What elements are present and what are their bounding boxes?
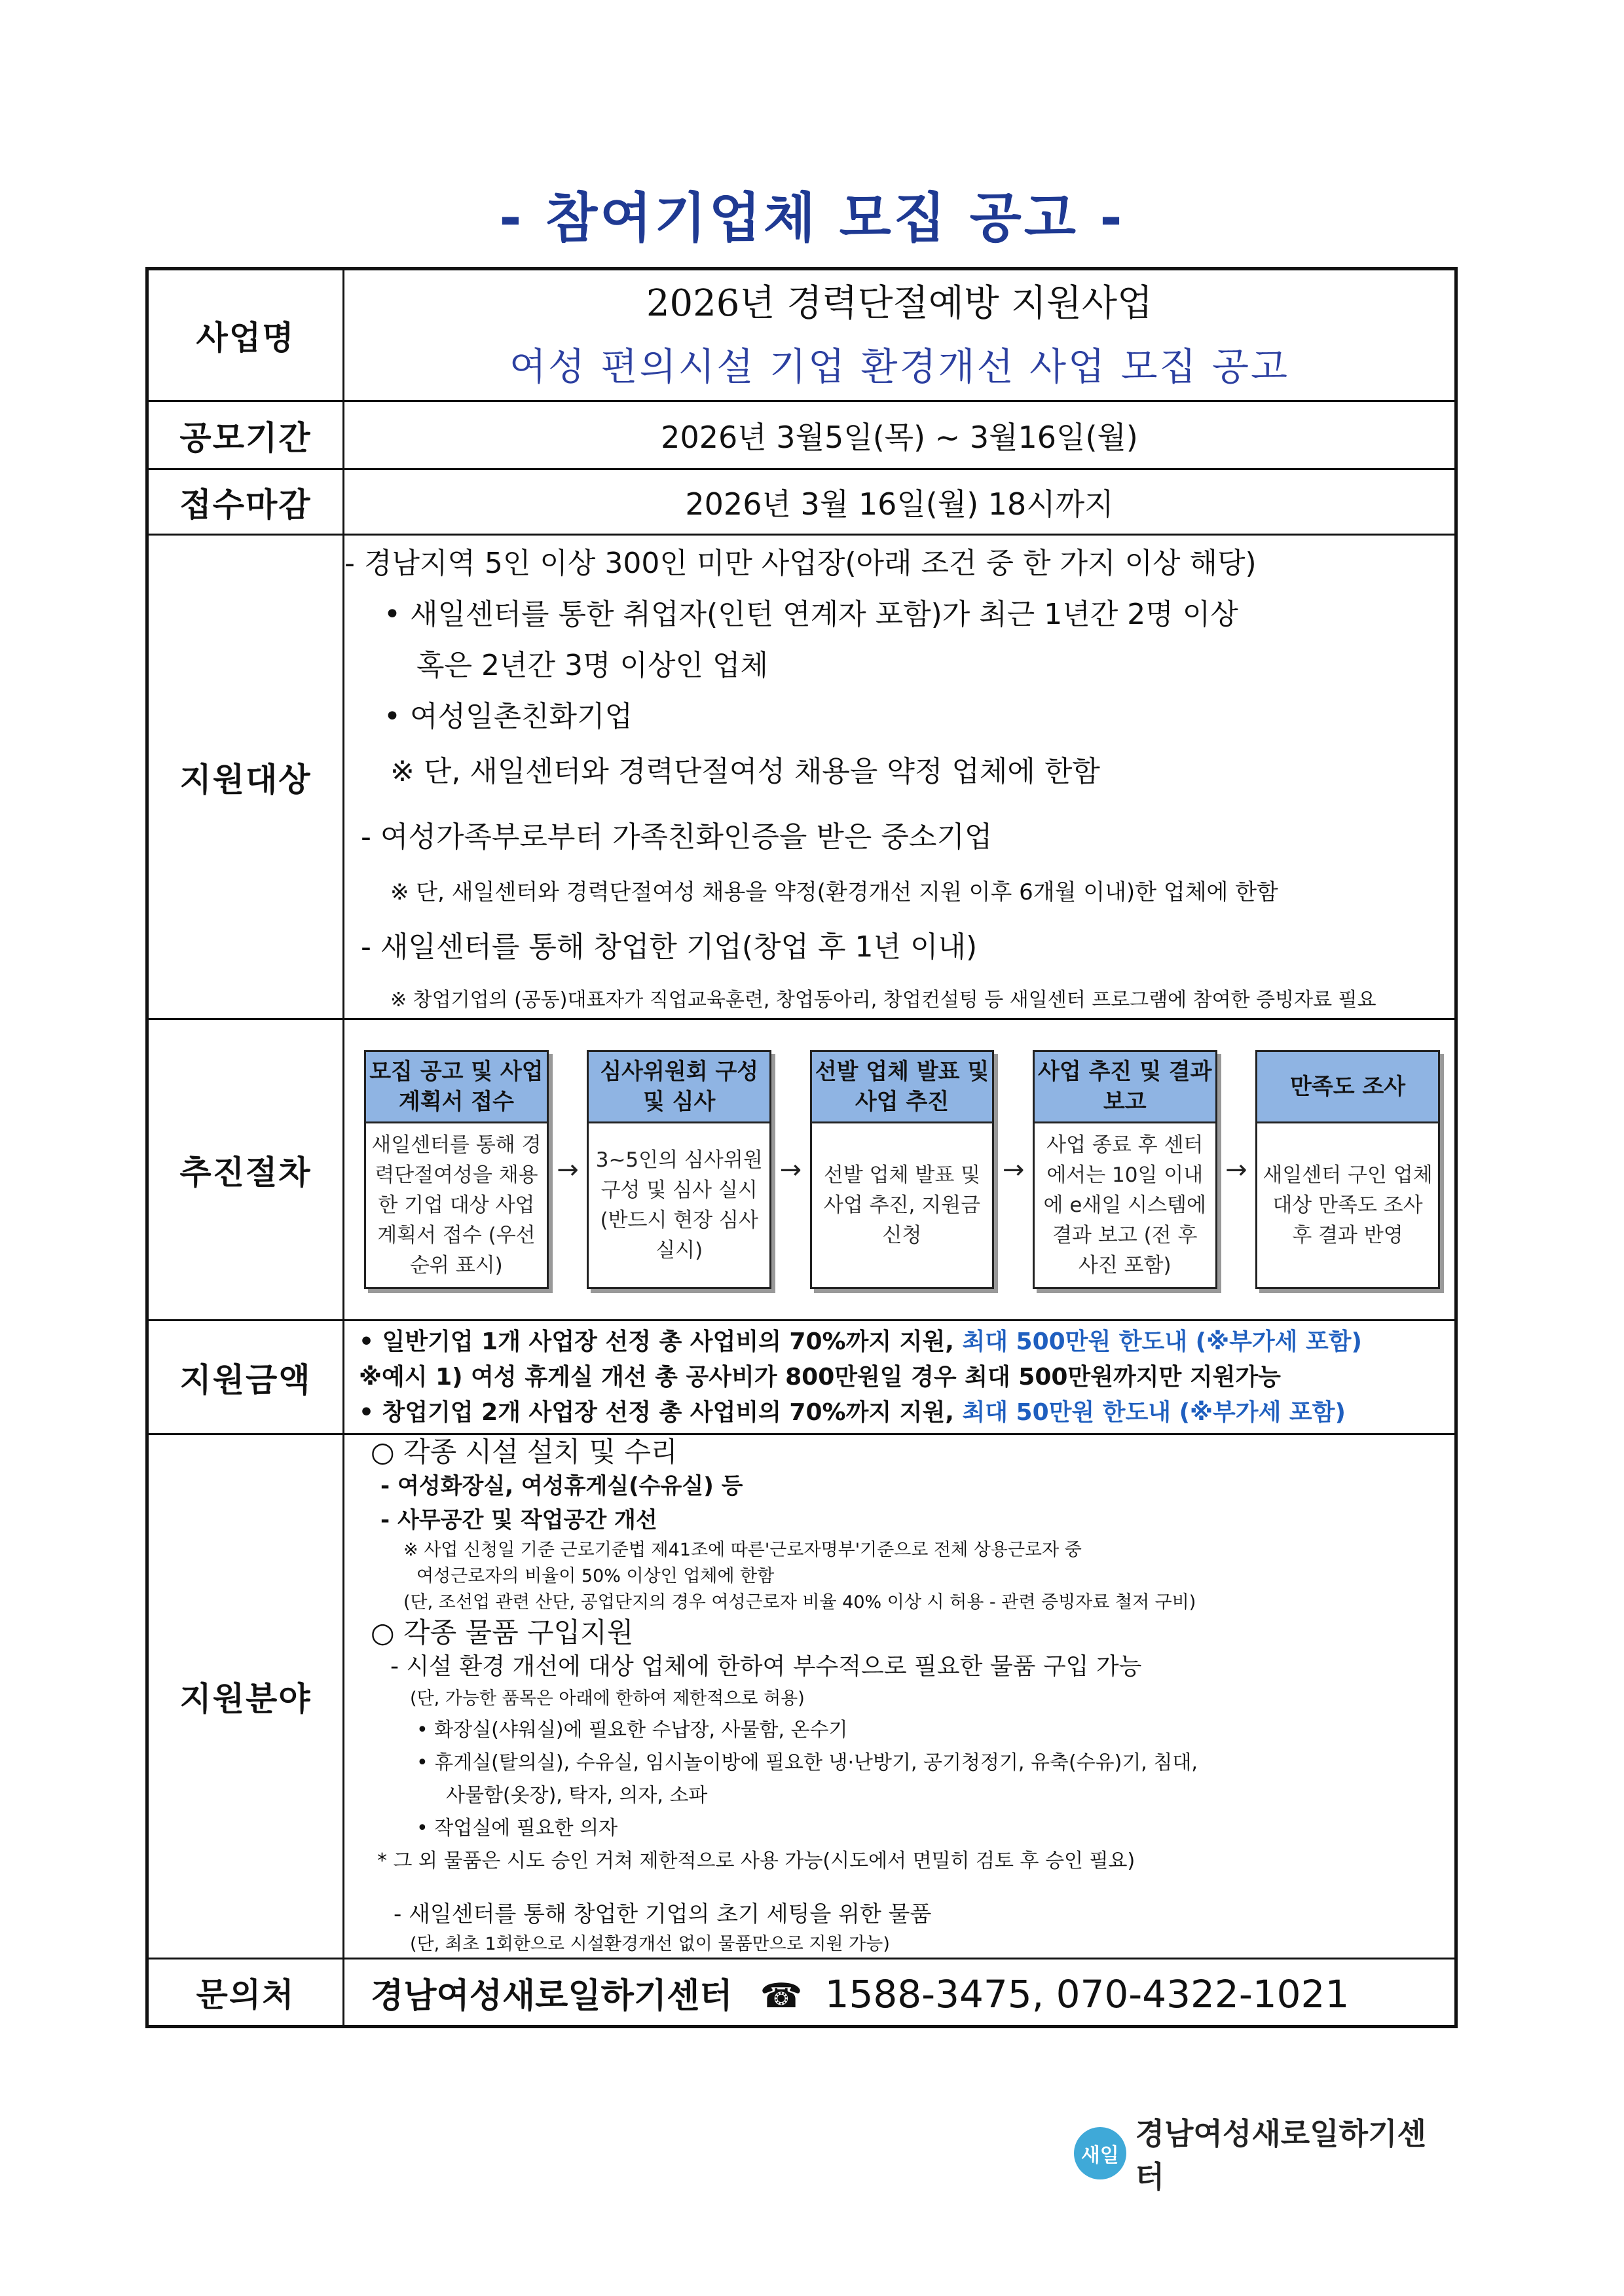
label-field: 지원분야 xyxy=(147,1434,344,1959)
arrow-right-icon: → xyxy=(1002,1154,1025,1185)
process-step xyxy=(1255,1050,1440,1289)
label-contact: 문의처 xyxy=(147,1959,344,2027)
step-title: 모집 공고 및 사업계획서 접수 xyxy=(366,1052,547,1123)
target-line: ※ 단, 새일센터와 경력단절여성 채용을 약정(환경개선 지원 이후 6개월 이내)한 업체에 한함 xyxy=(390,879,1278,905)
process-step xyxy=(364,1050,549,1289)
field-content xyxy=(344,1434,1456,1959)
row-amount xyxy=(147,1321,1456,1434)
step-description: 새일센터 구인 업체 대상 만족도 조사 후 결과 반영 xyxy=(1263,1163,1433,1247)
amount-general-text: • 일반기업 1개 사업장 선정 총 사업비의 70%까지 지원, xyxy=(359,1328,963,1355)
target-line: - 여성가족부로부터 가족친화인증을 받은 중소기업 xyxy=(361,820,993,854)
field-line: • 작업실에 필요한 의자 xyxy=(416,1817,618,1840)
row-business xyxy=(147,269,1456,401)
amount-content xyxy=(344,1321,1456,1434)
contact-org: 경남여성새로일하기센터 xyxy=(371,1976,733,2016)
field-line: ○ 각종 물품 구입지원 xyxy=(371,1616,634,1649)
field-line: 사물함(옷장), 탁자, 의자, 소파 xyxy=(446,1784,708,1807)
row-contact xyxy=(147,1959,1456,2027)
row-deadline xyxy=(147,469,1456,535)
field-line: • 휴게실(탈의실), 수유실, 임시놀이방에 필요한 냉·난방기, 공기청정기, 유축(수유)기, 침대, xyxy=(416,1751,1198,1774)
target-line: 혹은 2년간 3명 이상인 업체 xyxy=(416,648,768,682)
amount-startup-text: • 창업기업 2개 사업장 선정 총 사업비의 70%까지 지원, xyxy=(359,1398,963,1426)
label-amount: 지원금액 xyxy=(147,1321,344,1434)
notice-table xyxy=(145,267,1458,2028)
field-line: (단, 최초 1회한으로 시설환경개선 없이 물품만으로 지원 가능) xyxy=(410,1934,890,1954)
contact-phone: 1588-3475, 070-4322-1021 xyxy=(824,1971,1350,2016)
field-line: * 그 외 물품은 시도 승인 거쳐 제한적으로 사용 가능(시도에서 면밀히 검토 후 승인 필요) xyxy=(377,1850,1135,1872)
arrow-right-icon: → xyxy=(557,1154,579,1185)
target-line: - 경남지역 5인 이상 300인 미만 사업장(아래 조건 중 한 가지 이상 해당) xyxy=(344,546,1257,580)
field-line: • 화장실(샤워실)에 필요한 수납장, 사물함, 온수기 xyxy=(416,1719,848,1741)
amount-general-limit: 최대 500만원 한도내 (※부가세 포함) xyxy=(962,1328,1362,1355)
target-line: • 새일센터를 통한 취업자(인턴 연계자 포함)가 최근 1년간 2명 이상 xyxy=(384,597,1238,631)
process-flow xyxy=(344,1032,1454,1307)
phone-icon: ☎ xyxy=(760,1976,803,2016)
field-line: - 새일센터를 통해 창업한 기업의 초기 세팅을 위한 물품 xyxy=(394,1901,932,1927)
row-field xyxy=(147,1434,1456,1959)
field-line: - 시설 환경 개선에 대상 업체에 한하여 부수적으로 필요한 물품 구입 가능 xyxy=(390,1653,1142,1680)
row-target xyxy=(147,535,1456,1019)
target-content xyxy=(344,535,1456,1019)
step-description: 3~5인의 심사위원 구성 및 심사 실시 (반드시 현장 심사 실시) xyxy=(595,1148,763,1262)
target-line: ※ 단, 새일센터와 경력단절여성 채용을 약정 업체에 한함 xyxy=(390,754,1100,788)
label-period: 공모기간 xyxy=(147,401,344,469)
arrow-right-icon: → xyxy=(779,1154,802,1185)
amount-line-startup xyxy=(359,1395,1454,1430)
step-description: 새일센터를 통해 경력단절여성을 채용한 기업 대상 사업 계획서 접수 (우선순위 표시) xyxy=(371,1133,542,1277)
process-step xyxy=(587,1050,771,1289)
field-line: ○ 각종 시설 설치 및 수리 xyxy=(371,1436,678,1468)
step-title: 만족도 조사 xyxy=(1257,1052,1438,1123)
field-line: (단, 가능한 품목은 아래에 한하여 제한적으로 허용) xyxy=(410,1688,805,1709)
amount-example: ※예시 1) 여성 휴게실 개선 총 공사비가 800만원일 경우 최대 500만원까지만 지원가능 xyxy=(359,1363,1281,1391)
target-line: • 여성일촌친화기업 xyxy=(384,699,633,733)
label-deadline: 접수마감 xyxy=(147,469,344,535)
saeil-logo-icon: 새일 xyxy=(1074,2127,1126,2179)
process-step xyxy=(1033,1050,1217,1289)
field-line: 여성근로자의 비율이 50% 이상인 업체에 한함 xyxy=(416,1566,775,1586)
footer-logo-text: 경남여성새로일하기센터 xyxy=(1135,2116,1426,2195)
label-target: 지원대상 xyxy=(147,535,344,1019)
target-line: ※ 창업기업의 (공동)대표자가 직업교육훈련, 창업동아리, 창업컨설팅 등 새일센터 프로그램에 참여한 증빙자료 필요 xyxy=(390,988,1376,1011)
target-line: - 새일센터를 통해 창업한 기업(창업 후 1년 이내) xyxy=(361,930,978,964)
amount-startup-limit: 최대 50만원 한도내 (※부가세 포함) xyxy=(962,1398,1346,1426)
process-content xyxy=(344,1019,1456,1321)
arrow-right-icon: → xyxy=(1225,1154,1247,1185)
business-name-line2: 여성 편의시설 기업 환경개선 사업 모집 공고 xyxy=(509,344,1290,389)
business-name-line1: 2026년 경력단절예방 지원사업 xyxy=(646,282,1153,325)
step-title: 선발 업체 발표 및 사업 추진 xyxy=(812,1052,993,1123)
process-step xyxy=(810,1050,995,1289)
row-process xyxy=(147,1019,1456,1321)
field-line: - 여성화장실, 여성휴게실(수유실) 등 xyxy=(380,1473,743,1499)
step-description: 선발 업체 발표 및 사업 추진, 지원금 신청 xyxy=(823,1163,981,1247)
page-title: - 참여기업체 모집 공고 - xyxy=(499,187,1125,249)
field-line: ※ 사업 신청일 기준 근로기준법 제41조에 따른'근로자명부'기준으로 전체 상용근로자 중 xyxy=(403,1540,1082,1560)
step-title: 심사위원회 구성 및 심사 xyxy=(589,1052,769,1123)
period-value: 2026년 3월5일(목) ~ 3월16일(월) xyxy=(344,401,1456,469)
field-line: - 사무공간 및 작업공간 개선 xyxy=(380,1507,657,1533)
contact-content xyxy=(344,1959,1456,2027)
step-description: 사업 종료 후 센터에서는 10일 이내에 e새일 시스템에 결과 보고 (전 후 사진 포함) xyxy=(1043,1133,1206,1277)
label-business: 사업명 xyxy=(147,269,344,401)
row-period xyxy=(147,401,1456,469)
footer-logo xyxy=(1074,2116,1454,2195)
field-line: (단, 조선업 관련 산단, 공업단지의 경우 여성근로자 비율 40% 이상 시 허용 - 관련 증빙자료 철저 구비) xyxy=(403,1592,1196,1613)
step-title: 사업 추진 및 결과 보고 xyxy=(1035,1052,1215,1123)
label-process: 추진절차 xyxy=(147,1019,344,1321)
deadline-value: 2026년 3월 16일(월) 18시까지 xyxy=(344,469,1456,535)
amount-line-general xyxy=(359,1324,1454,1360)
